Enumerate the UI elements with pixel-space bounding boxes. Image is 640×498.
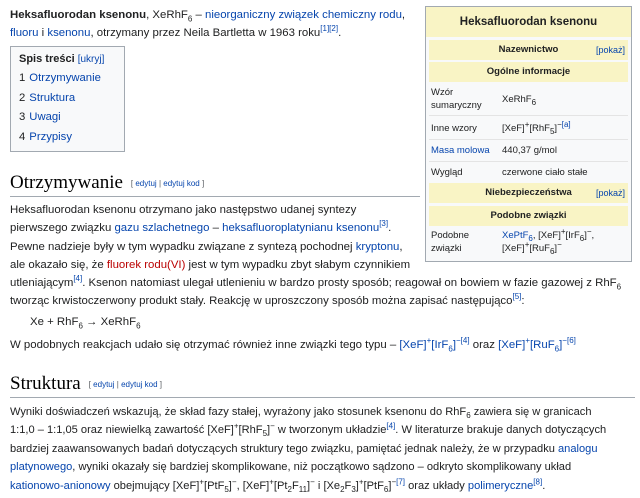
table-of-contents: [10, 46, 125, 152]
otrzymywanie-paragraph: Heksafluorodan ksenonu otrzymano jako następstwo udanej syntezy pierwszego związku gazu szlachetnego – heksafluoroplatynianu ksenonu[3]. Pewne nadzieje były w tym wypadku związane z syntezą pochodnej kryptonu, ale okazało się, że fluorek rodu(VI) jest w tym wypadku zbyt słabym czynnikiem: [10, 204, 411, 272]
link-polymer[interactable]: polimeryczne: [467, 479, 534, 492]
edit-link[interactable]: edytuj: [93, 380, 115, 390]
toc-item[interactable]: 2 Struktura: [19, 91, 76, 104]
link-noble-gas[interactable]: gazu szlachetnego: [114, 222, 210, 235]
link-xeptf6[interactable]: XePtF$_6$: [502, 230, 533, 243]
ref-7[interactable]: [7]: [396, 476, 406, 486]
heading-otrzymywanie: Otrzymywanie [ edytuj | edytuj kod ]: [10, 172, 205, 193]
heading-divider: [10, 397, 635, 398]
ref-8[interactable]: [8]: [533, 476, 543, 486]
ref-4[interactable]: [4]: [386, 421, 396, 431]
molar-mass-label[interactable]: Masa molowa: [431, 145, 490, 156]
intro-paragraph: Heksafluorodan ksenonu, XeRhF$_6$ – nieorganiczny związek chemiczny rodu, fluoru i ksenonu, otrzymany przez Neila Bartletta w 1963 roku[1][2].: [10, 9, 406, 40]
toc-title: Spis treści [ukryj]: [19, 53, 105, 65]
note-a[interactable]: [a]: [561, 119, 571, 129]
article-subject: Heksafluorodan ksenonu: [10, 9, 147, 21]
ref-3[interactable]: [3]: [379, 219, 389, 229]
show-hazards-toggle[interactable]: [pokaż]: [595, 188, 625, 198]
reaction-equation: Xe + RhF$_6$ → XeRhF$_6$: [30, 316, 141, 331]
ref-4[interactable]: [4]: [460, 336, 470, 346]
link-xenon-hexafluoroplatinate[interactable]: heksafluoroplatynianu ksenonu: [222, 222, 380, 235]
toc-item[interactable]: 3 Uwagi: [19, 111, 61, 123]
ref-5[interactable]: [5]: [512, 292, 522, 302]
link-inorganic-compound[interactable]: nieorganiczny związek chemiczny: [205, 9, 376, 21]
similar-reactions-paragraph: W podobnych reakcjach udało się otrzymać również inne związki tego typu – $[XeF]^+[IrF_6]^{-[4]}$ oraz $[XeF]^+[RuF_6]^{-[6]}$: [10, 336, 576, 354]
appearance-label: Wygląd: [431, 167, 463, 178]
other-formulas-label: Inne wzory: [431, 123, 477, 134]
infobox-hazards-header: Niebezpieczeństwa [pokaż]: [429, 183, 628, 203]
section-edit-links: [ edytuj | edytuj kod ]: [88, 380, 162, 390]
ref-4[interactable]: [4]: [73, 274, 83, 284]
toc-toggle[interactable]: [ukryj]: [77, 54, 105, 65]
link-analog[interactable]: analogu: [558, 442, 598, 455]
link-krypton[interactable]: kryptonu: [355, 240, 400, 253]
edit-source-link[interactable]: edytuj kod: [121, 380, 158, 390]
heading-struktura: Struktura [ edytuj | edytuj kod ]: [10, 373, 162, 394]
link-rhodium-hexafluoride[interactable]: fluorek rodu(VI): [106, 259, 186, 272]
toc-item[interactable]: 1 Otrzymywanie: [19, 72, 101, 84]
edit-source-link[interactable]: edytuj kod: [163, 179, 200, 189]
formula-label: Wzór sumaryczny: [431, 87, 482, 111]
link-xef-ruf6[interactable]: [XeF]+[RuF$_6$]−: [498, 336, 567, 354]
infobox-row-divider: [429, 161, 628, 162]
heading-divider: [10, 196, 420, 197]
infobox: [425, 6, 632, 262]
infobox-similar-header: Podobne związki: [429, 206, 628, 226]
molar-mass-value: 440,37 g/mol: [502, 145, 557, 156]
infobox-row-divider: [429, 115, 628, 116]
ref-1-2[interactable]: [1][2]: [320, 24, 339, 34]
infobox-title: Heksafluorodan ksenonu: [426, 7, 631, 37]
toc-item[interactable]: 4 Przypisy: [19, 130, 72, 143]
otrzymywanie-paragraph-cont: utleniającym[4]. Ksenon natomiast ulegał utlenieniu w bardzo prosty sposób; reagował on bowiem w fazie gazowej z RhF$_6$ tworząc krwistoczerwony produkt stały. Reakcję w uproszczony sposób można zapisać następująco[5]:: [10, 274, 622, 308]
section-edit-links: [ edytuj | edytuj kod ]: [130, 179, 205, 189]
infobox-row-divider: [429, 139, 628, 140]
formula-value: XeRhF$_6$: [502, 94, 537, 107]
other-formulas-value: $[XeF]^+[RhF_5]^{-[a]}$: [502, 119, 571, 136]
edit-link[interactable]: edytuj: [135, 179, 157, 189]
appearance-value: czerwone ciało stałe: [502, 167, 588, 178]
similar-compounds-label: Podobne związki: [431, 230, 470, 254]
struktura-paragraph: Wyniki doświadczeń wskazują, że skład fazy stałej, wyrażony jako stosunek ksenonu do RhF$_6$ zawiera się w granicach 1:1,0 – 1:1,05 oraz niewielką zawartość [XeF]+[RhF$_5$]− w tworzonym układzie[4]. W literaturze brakuje danych dotyczących bardziej zaawansowanych badań dotyczących struktury tego związku, pamiętać jednak należy, że w przypadku analogu platynowego, wyniki okazały się bardziej skomplikowane, niż początkowo sądzono – odkryto skomplikowany układ kationowo-anionowy obejmujący [XeF]+[PtF$_5$]−, $[XeF]^+[Pt_2F_{11}]^-$ i $[Xe_2F_3]^+[PtF_6]^{-[7]}$ oraz układy polimeryczne[8].: [10, 406, 607, 494]
link-platinum-analog[interactable]: platynowego: [10, 461, 73, 474]
similar-compounds-value: XePtF$_6$, [XeF]+[IrF$_6$]−, [XeF]+[RuF$_6$]−: [502, 226, 595, 256]
link-cation-anion[interactable]: kationowo-anionowy: [10, 479, 111, 492]
show-nomenclature-toggle[interactable]: [pokaż]: [595, 45, 625, 55]
infobox-nomenclature-header: Nazewnictwo [pokaż]: [429, 40, 628, 60]
link-xef-irf6[interactable]: [XeF]+[IrF$_6$]−: [399, 336, 461, 354]
ref-6[interactable]: [6]: [566, 336, 576, 346]
link-rhodium[interactable]: rodu: [379, 9, 402, 21]
toc-list: [19, 69, 116, 147]
link-xenon[interactable]: ksenonu: [47, 27, 91, 40]
link-fluorine[interactable]: fluoru: [10, 27, 39, 40]
infobox-general-header: Ogólne informacje: [429, 62, 628, 82]
